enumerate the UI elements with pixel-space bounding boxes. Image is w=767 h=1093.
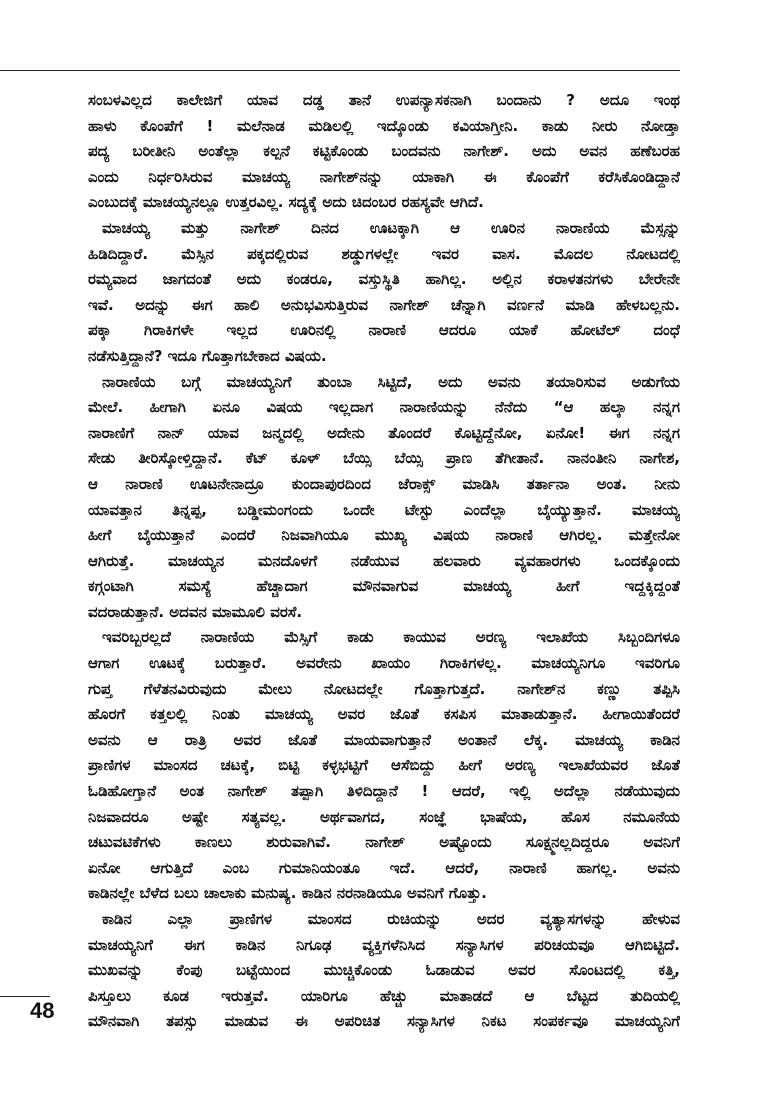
- text-line: ಪಕ್ಕಾ ಗಿರಾಕಿಗಳೇ ಇಲ್ಲದ ಊರಿನಲ್ಲಿ ನಾರಾಣಿ ಆದರೂ ಯಾಕೆ ಹೋಟೆಲ್ ದಂಧೆ: [88, 321, 680, 340]
- text-line: ಇವೆ. ಅದನ್ನು ಈಗ ಹಾಲಿ ಅನುಭವಿಸುತ್ತಿರುವ ನಾಗೇಶ್ ಚೆನ್ನಾಗಿ ವರ್ಣನೆ ಮಾಡಿ ಹೇಳಬಲ್ಲನು.: [88, 295, 680, 314]
- text-line: ನಾರಾಣಿಯ ಬಗ್ಗೆ ಮಾಚಯ್ಯನಿಗೆ ತುಂಬಾ ಸಿಟ್ಟಿದೆ, ಅದು ಅವನು ತಯಾರಿಸುವ ಅಡುಗೆಯ: [102, 372, 680, 391]
- text-line: ಮುಖವನ್ನು ಕೆಂಪು ಬಟ್ಟೆಯಿಂದ ಮುಚ್ಚಿಕೊಂಡು ಓಡಾಡುವ ಅವರ ಸೊಂಟದಲ್ಲಿ ಕತ್ತಿ,: [88, 961, 680, 980]
- text-line: ಕಾಡಿನಲ್ಲೇ ಬೆಳೆದ ಬಲು ಚಾಲಾಕು ಮನುಷ್ಯ. ಕಾಡಿನ ನರನಾಡಿಯೂ ಅವನಿಗೆ ಗೊತ್ತು.: [88, 884, 487, 903]
- text-line: ಗುಪ್ತ ಗೆಳೆತನವಿರುವುದು ಮೇಲು ನೋಟದಲ್ಲೇ ಗೊತ್ತಾಗುತ್ತದೆ. ನಾಗೇಶ್‌ನ ಕಣ್ಣು ತಪ್ಪಿಸಿ: [88, 679, 680, 698]
- text-line: ಹಿಡಿದಿದ್ದಾರೆ. ಮೆಸ್ಸಿನ ಪಕ್ಕದಲ್ಲಿರುವ ಶಡ್ಡುಗಳಲ್ಲೇ ಇವರ ವಾಸ. ಮೊದಲ ನೋಟದಲ್ಲಿ: [88, 244, 680, 263]
- text-line: ಪ್ರಾಣಿಗಳ ಮಾಂಸದ ಚಟಕ್ಕೆ, ಬಿಟ್ಟಿ ಕಳ್ಳಭಟ್ಟಿಗೆ ಆಸೆಬಿದ್ದು ಹೀಗೆ ಅರಣ್ಯ ಇಲಾಖೆಯವರ ಜೊತೆ: [88, 756, 680, 775]
- text-line: ವದರಾಡುತ್ತಾನೆ. ಅದವನ ಮಾಮೂಲಿ ವರಸೆ.: [88, 602, 303, 621]
- text-line: ಚಟುವಟಿಕೆಗಳು ಕಾಣಲು ಶುರುವಾಗಿವೆ. ನಾಗೇಶ್ ಅಷ್ಟೊಂದು ಸೂಕ್ಷ್ಮನಲ್ಲದಿದ್ದರೂ ಅವನಿಗೆ: [88, 833, 680, 852]
- text-line: ಮಾಚಯ್ಯ ಮತ್ತು ನಾಗೇಶ್ ದಿನದ ಊಟಕ್ಕಾಗಿ ಆ ಊರಿನ ನಾರಾಣಿಯ ಮೆಸ್ಸನ್ನು: [102, 218, 680, 237]
- text-line: ಸೇಡು ತೀರಿಸ್ಕೋಳ್ತಿದ್ದಾನೆ. ಕೆಟ್ ಕೂಳ್ ಬೆಯ್ಸಿ ಬೆಯ್ಸಿ ಪ್ರಾಣ ತೆಗೀತಾನೆ. ನಾನಂತೀನಿ ನಾಗೇಶ,: [88, 449, 680, 468]
- text-line: ಮೇಲೆ. ಹೀಗಾಗಿ ಏನೂ ವಿಷಯ ಇಲ್ಲದಾಗ ನಾರಾಣಿಯನ್ನು ನೆನೆದು “ಆ ಹಲ್ಕಾ ನನ್ನಗ: [88, 398, 680, 417]
- text-line: ಹಾಳು ಕೊಂಪೆಗೆ ! ಮಲೆನಾಡ ಮಡಿಲಲ್ಲಿ ಇದ್ಕೊಂಡು ಕವಿಯಾಗ್ತೀನಿ. ಕಾಡು ನೀರು ನೋಡ್ತಾ: [88, 116, 680, 135]
- text-line: ಪದ್ಯ ಬರೀತೀನಿ ಅಂತೆಲ್ಲಾ ಕಲ್ಪನೆ ಕಟ್ಟಿಕೊಂಡು ಬಂದವನು ನಾಗೇಶ್. ಅದು ಅವನ ಹಣೆಬರಹ: [88, 142, 680, 161]
- text-line: ನಿಜವಾದರೂ ಅಷ್ಟೇ ಸತ್ಯವಲ್ಲ. ಅರ್ಥವಾಗದ, ಸಂಜ್ಞೆ ಭಾಷೆಯ, ಹೊಸ ನಮೂನೆಯ: [88, 807, 680, 826]
- text-line: ಎಂಬುದಕ್ಕೆ ಮಾಚಯ್ಯನಲ್ಲೂ ಉತ್ತರವಿಲ್ಲ. ಸದ್ಯಕ್ಕೆ ಅದು ಚಿದಂಬರ ರಹಸ್ಯವೇ ಆಗಿದೆ.: [88, 193, 484, 212]
- text-line: ರಮ್ಯವಾದ ಜಾಗದಂತೆ ಅದು ಕಂಡರೂ, ವಸ್ತುಸ್ಥಿತಿ ಹಾಗಿಲ್ಲ. ಅಲ್ಲಿನ ಕರಾಳತನಗಳು ಬೇರೇನೇ: [88, 270, 680, 289]
- text-line: ಏನೋ ಆಗುತ್ತಿದೆ ಎಂಬ ಗುಮಾನಿಯಂತೂ ಇದೆ. ಆದರೆ, ನಾರಾಣಿ ಹಾಗಲ್ಲ. ಅವನು: [88, 858, 680, 877]
- body-text: [88, 88, 680, 1035]
- text-line: ಕಗ್ಗಂಟಾಗಿ ಸಮಸ್ಯೆ ಹೆಚ್ಚಾದಾಗ ಮೌನವಾಗುವ ಮಾಚಯ್ಯ ಹೀಗೆ ಇದ್ದಕ್ಕಿದ್ದಂತೆ: [88, 577, 680, 596]
- text-line: ಆ ನಾರಾಣಿ ಊಟನೇನಾದ್ರೂ ಕುಂದಾಪುರದಿಂದ ಜೆರಾಕ್ಸ್ ಮಾಡಿಸಿ ತರ್ತಾನಾ ಅಂತ. ನೀನು: [88, 474, 680, 493]
- page-number: 48: [30, 998, 55, 1023]
- top-rule: [0, 70, 680, 71]
- text-line: ಅವನು ಆ ರಾತ್ರಿ ಅವರ ಜೊತೆ ಮಾಯವಾಗುತ್ತಾನೆ ಅಂತಾನೆ ಲೆಕ್ಕ. ಮಾಚಯ್ಯ ಕಾಡಿನ: [88, 730, 680, 749]
- text-line: ಮಾಚಯ್ಯನಿಗೆ ಈಗ ಕಾಡಿನ ನಿಗೂಢ ವ್ಯಕ್ತಿಗಳೆನಿಸಿದ ಸನ್ಯಾಸಿಗಳ ಪರಿಚಯವೂ ಆಗಿಬಿಟ್ಟಿದೆ.: [88, 935, 680, 954]
- text-line: ಮೌನವಾಗಿ ತಪಸ್ಸು ಮಾಡುವ ಈ ಅಪರಿಚಿತ ಸನ್ಯಾಸಿಗಳ ನಿಕಟ ಸಂಪರ್ಕವೂ ಮಾಚಯ್ಯನಿಗೆ: [88, 1012, 680, 1031]
- text-line: ಓಡಿಹೋಗ್ತಾನೆ ಅಂತ ನಾಗೇಶ್ ತಪ್ಪಾಗಿ ತಿಳಿದಿದ್ದಾನೆ ! ಆದರೆ, ಇಲ್ಲಿ ಅದೆಲ್ಲಾ ನಡೆಯುವುದು: [88, 782, 680, 801]
- text-line: ಯಾವತ್ತಾನ ತಿನ್ನಪ್ಪ, ಬಡ್ಡೀಮಂಗಂದು ಒಂದೇ ಟೇಸ್ಟು ಎಂದೆಲ್ಲಾ ಬೈಯ್ಯುತ್ತಾನೆ. ಮಾಚಯ್ಯ: [88, 500, 680, 519]
- page-number-rule: [0, 996, 50, 997]
- text-line: ಆಗಿರುತ್ತೆ. ಮಾಚಯ್ಯನ ಮನದೊಳಗೆ ನಡೆಯುವ ಹಲವಾರು ವ್ಯವಹಾರಗಳು ಒಂದಕ್ಕೊಂದು: [88, 551, 680, 570]
- text-line: ಪಿಸ್ತೂಲು ಕೂಡ ಇರುತ್ತವೆ. ಯಾರಿಗೂ ಹೆಚ್ಚು ಮಾತಾಡದೆ ಆ ಬೆಟ್ಟದ ತುದಿಯಲ್ಲಿ: [88, 986, 680, 1005]
- text-line: ಹೀಗೆ ಬೈಯುತ್ತಾನೆ ಎಂದರೆ ನಿಜವಾಗಿಯೂ ಮುಖ್ಯ ವಿಷಯ ನಾರಾಣಿ ಆಗಿರಲ್ಲ. ಮತ್ತೇನೋ: [88, 526, 680, 545]
- text-line: ಇವರಿಬ್ಬರಲ್ಲದೆ ನಾರಾಣಿಯ ಮೆಸ್ಸಿಗೆ ಕಾಡು ಕಾಯುವ ಅರಣ್ಯ ಇಲಾಖೆಯ ಸಿಬ್ಬಂದಿಗಳೂ: [102, 628, 680, 647]
- text-line: ನಡೆಸುತ್ತಿದ್ದಾನೆ? ಇದೂ ಗೊತ್ತಾಗಬೇಕಾದ ವಿಷಯ.: [88, 346, 327, 365]
- text-line: ನಾರಾಣಿಗೆ ನಾನ್ ಯಾವ ಜನ್ಮದಲ್ಲಿ ಅದೇನು ತೊಂದರೆ ಕೊಟ್ಟಿದ್ದೆನೋ, ಏನೋ! ಈಗ ನನ್ನಗ: [88, 423, 680, 442]
- text-line: ಆಗಾಗ ಊಟಕ್ಕೆ ಬರುತ್ತಾರೆ. ಅವರೇನು ಖಾಯಂ ಗಿರಾಕಿಗಳಲ್ಲ. ಮಾಚಯ್ಯನಿಗೂ ಇವರಿಗೂ: [88, 654, 680, 673]
- text-line: ಕಾಡಿನ ಎಲ್ಲಾ ಪ್ರಾಣಿಗಳ ಮಾಂಸದ ರುಚಿಯನ್ನು ಅದರ ವ್ಯತ್ಯಾಸಗಳನ್ನು ಹೇಳುವ: [102, 910, 680, 928]
- text-line: ಎಂದು ನಿರ್ಧರಿಸಿರುವ ಮಾಚಯ್ಯ ನಾಗೇಶ್‌ನನ್ನು ಯಾಕಾಗಿ ಈ ಕೊಂಪೆಗೆ ಕರೆಸಿಕೊಂಡಿದ್ದಾನೆ: [88, 167, 680, 186]
- text-line: ಸಂಬಳವಿಲ್ಲದ ಕಾಲೇಜಿಗೆ ಯಾವ ದಡ್ಡ ತಾನೆ ಉಪನ್ಯಾಸಕನಾಗಿ ಬಂದಾನು ? ಅದೂ ಇಂಥ: [88, 91, 680, 109]
- text-line: ಹೊರಗೆ ಕತ್ತಲಲ್ಲಿ ನಿಂತು ಮಾಚಯ್ಯ ಅವರ ಜೊತೆ ಕಸಪಿಸ ಮಾತಾಡುತ್ತಾನೆ. ಹೀಗಾಯಿತೆಂದರೆ: [88, 705, 680, 724]
